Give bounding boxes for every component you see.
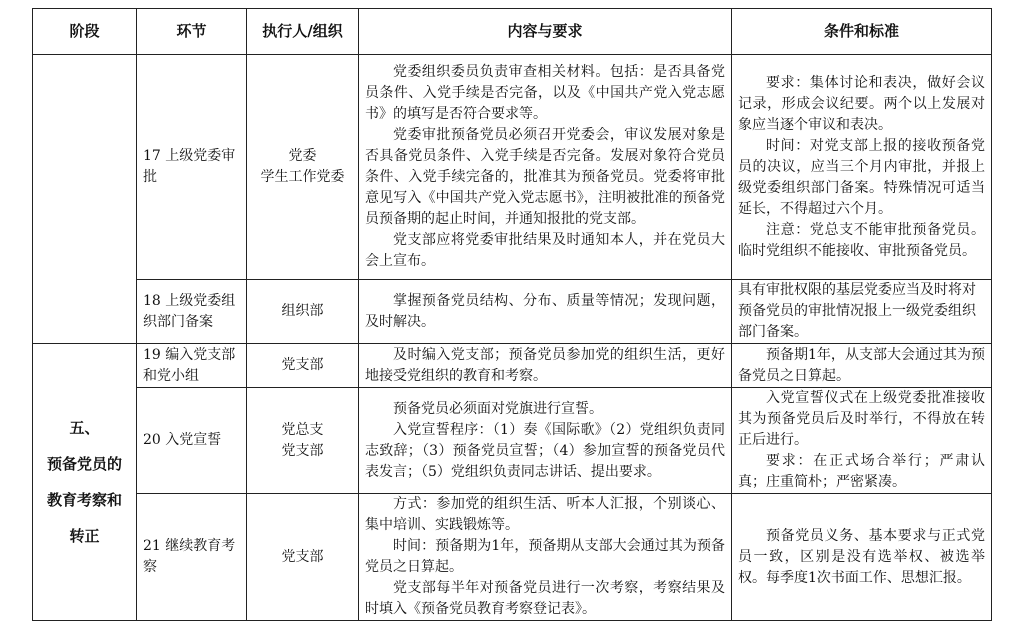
executor-cell: [247, 55, 359, 280]
header-row: [33, 9, 992, 55]
stage-five-line: 五、: [69, 419, 100, 437]
standard-paragraph: 预备期1年，从支部大会通过其为预备党员之日算起。: [738, 346, 985, 384]
executor-cell: [247, 344, 359, 388]
header-standard: 条件和标准: [732, 9, 992, 55]
content-paragraph: 方式：参加党的组织生活、听本人汇报，个别谈心、集中培训、实践锻炼等。: [365, 496, 725, 533]
standard-cell: [732, 280, 992, 344]
executor-cell: [247, 280, 359, 344]
standard-cell: [732, 344, 992, 388]
content-paragraph: 党支部每半年对预备党员进行一次考察，考察结果及时填入《预备党员教育考察登记表》。: [365, 580, 725, 617]
content-cell: [359, 494, 732, 621]
standard-paragraph: 时间：对党支部上报的接收预备党员的决议，应当三个月内审批，并报上级党委组织部门备案。特殊情况可适当延长，不得超过六个月。: [738, 137, 985, 217]
content-cell: [359, 55, 732, 280]
content-paragraph: 党委审批预备党员必须召开党委会，审议发展对象是否具备党员条件、入党手续是否完备。发展对象符合党员条件、入党手续完备的，批准其为预备党员。党委将审批意见写入《中国共产党入党志愿书》，注明被批准的预备党员预备期的起止时间，并通知报批的党支部。: [365, 127, 725, 227]
step-cell: 17 上级党委审批: [137, 55, 247, 280]
stage-five-cell: [33, 344, 137, 621]
step-cell: 18 上级党委组织部门备案: [137, 280, 247, 344]
content-paragraph: 掌握预备党员结构、分布、质量等情况；发现问题，及时解决。: [365, 292, 725, 330]
stage-five-line: 转正: [69, 527, 100, 545]
content-paragraph: 党支部应将党委审批结果及时通知本人，并在党员大会上宣布。: [365, 232, 725, 269]
executor-cell: [247, 494, 359, 621]
header-step: 环节: [137, 9, 247, 55]
executor-line: 学生工作党委: [260, 169, 345, 185]
executor-line: 党支部: [281, 548, 324, 565]
content-paragraph: 入党宣誓程序：（1）奏《国际歌》（2）党组织负责同志致辞；（3）预备党员宣誓；（4）参加宣誓的预备党员代表发言；（5）党组织负责同志讲话、提出要求。: [365, 421, 725, 480]
table-row: [33, 280, 992, 344]
content-cell: [359, 344, 732, 388]
content-paragraph: 党委组织委员负责审查相关材料。包括：是否具备党员条件、入党手续是否完备，以及《中国共产党入党志愿书》的填写是否符合要求等。: [365, 64, 725, 122]
stage-five-line: 预备党员的: [46, 455, 122, 473]
table-row: [33, 494, 992, 621]
executor-cell: [247, 388, 359, 494]
standard-paragraph: 注意：党总支不能审批预备党员。临时党组织不能接收、审批预备党员。: [738, 221, 985, 259]
executor-line: 党支部: [281, 357, 324, 373]
header-content: 内容与要求: [359, 9, 732, 55]
executor-line: 组织部: [281, 303, 324, 319]
step-cell: 19 编入党支部和党小组: [137, 344, 247, 388]
standard-cell: [732, 388, 992, 494]
step-cell: 20 入党宣誓: [137, 388, 247, 494]
executor-line: 党支部: [281, 442, 324, 459]
executor-line: 党委: [288, 148, 317, 164]
standard-paragraph: 入党宣誓仪式在上级党委批准接收其为预备党员后及时举行，不得放在转正后进行。: [738, 390, 985, 448]
standard-paragraph: 具有审批权限的基层党委应当及时将对预备党员的审批情况报上一级党委组织部门备案。: [738, 282, 976, 340]
standard-paragraph: 要求：在正式场合举行；严肃认真；庄重简朴；严密紧凑。: [738, 453, 985, 490]
step-cell: 21 继续教育考察: [137, 494, 247, 621]
standard-cell: [732, 55, 992, 280]
table-row: [33, 388, 992, 494]
standard-cell: [732, 494, 992, 621]
content-paragraph: 预备党员必须面对党旗进行宣誓。: [393, 400, 603, 417]
party-development-table: [32, 8, 992, 621]
content-paragraph: 及时编入党支部；预备党员参加党的组织生活，更好地接受党组织的教育和考察。: [365, 346, 725, 384]
header-executor: 执行人/组织: [247, 9, 359, 55]
content-cell: [359, 280, 732, 344]
content-cell: [359, 388, 732, 494]
table-row: [33, 55, 992, 280]
content-paragraph: 时间：预备期为1年，预备期从支部大会通过其为预备党员之日算起。: [365, 538, 725, 575]
executor-line: 党总支: [281, 421, 324, 438]
standard-paragraph: 预备党员义务、基本要求与正式党员一致，区别是没有选举权、被选举权。每季度1次书面工作、思想汇报。: [738, 527, 985, 586]
stage-five-line: 教育考察和: [46, 491, 122, 509]
table-row: [33, 344, 992, 388]
header-stage: 阶段: [33, 9, 137, 55]
stage-cell-empty: [33, 55, 137, 344]
standard-paragraph: 要求：集体讨论和表决，做好会议记录，形成会议纪要。两个以上发展对象应当逐个审议和表决。: [738, 74, 985, 133]
